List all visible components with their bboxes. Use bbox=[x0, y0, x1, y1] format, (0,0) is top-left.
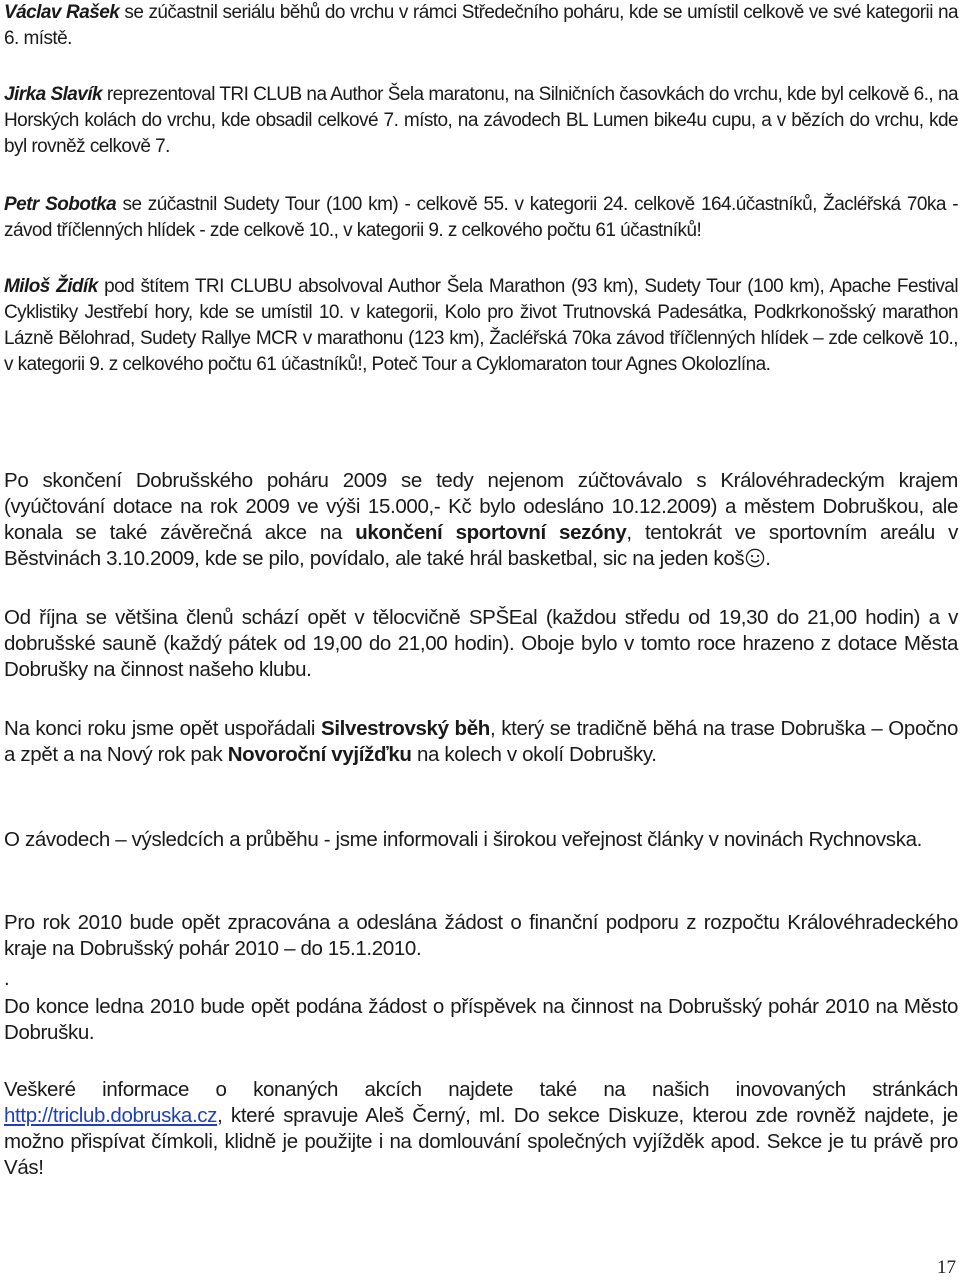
paragraph-grant-city bbox=[4, 994, 958, 1046]
paragraph-rasek bbox=[4, 0, 958, 52]
paragraph-media-text: O závodech – výsledcích a průběhu - jsme informovali i širokou veřejnost články v novinách Rychnovska. bbox=[4, 828, 922, 851]
paragraph-rasek-text: se zúčastnil seriálu běhů do vrchu v rámci Středečního poháru, kde se umístil celkově ve své kategorii na 6. místě. bbox=[4, 2, 958, 49]
paragraph-zidik-text: pod štítem TRI CLUBU absolvoval Author Šela Marathon (93 km), Sudety Tour (100 km), Apache Festival Cyklistiky Jestřebí hory, kde se umístil 10. v kategorii, Kolo pro život Trutnovská Padesátka, Podkrkonošský marathon Lázně Bělohrad, Sudety Rallye MCR v marathonu (123 km), Žacléřská 70ka závod tříčlenných hlídek – zde celkově 10., v kategorii 9. z celkového počtu 61 účastníků!, Poteč Tour a Cyklomaraton tour Agnes Okolozlína. bbox=[4, 276, 958, 375]
paragraph-website bbox=[4, 1077, 958, 1181]
paragraph-dot-text: . bbox=[4, 967, 10, 990]
paragraph-grant-city-text: Do konce ledna 2010 bude opět podána žádost o příspěvek na činnost na Dobrušský pohár 2010 na Město Dobrušku. bbox=[4, 995, 958, 1044]
athlete-name-rasek: Václav Rašek bbox=[4, 2, 120, 23]
paragraph-new-year-text-1: Na konci roku jsme opět uspořádali bbox=[4, 717, 321, 740]
paragraph-dot bbox=[4, 966, 958, 992]
paragraph-slavik-text: reprezentoval TRI CLUB na Author Šela maratonu, na Silničních časovkách do vrchu, kde byl celkově 6., na Horských kolách do vrchu, kde obsadil celkové 7. místo, na závodech BL Lumen bike4u cupu, a v bězích do vrchu, kde byl rovněž celkově 7. bbox=[4, 84, 959, 157]
paragraph-gym-sauna-text: Od října se většina členů schází opět v tělocvičně SPŠEal (každou středu od 19,30 do 21,00 hodin) a v dobrušské sauně (každý pátek od 19,00 do 21,00 hodin). Oboje bylo v tomto roce hrazeno z dotace Města Dobrušky na činnost našeho klubu. bbox=[4, 606, 958, 681]
paragraph-gym-sauna bbox=[4, 605, 958, 683]
paragraph-zidik bbox=[4, 274, 958, 378]
page-number: 17 bbox=[937, 1257, 956, 1278]
paragraph-grant-region-text: Pro rok 2010 bude opět zpracována a odeslána žádost o finanční podporu z rozpočtu Královéhradeckého kraje na Dobrušský pohár 2010 – do 15.1.2010. bbox=[4, 911, 958, 960]
paragraph-season-end-text-1: Po skončení Dobrušského poháru 2009 se tedy nejenom zúčtovávalo s Královéhradeckým krajem (vyúčtování dotace na rok 2009 ve výši 15.000,- Kč bylo odesláno 10.12.2009) a městem Dobruškou, ale konala se také závěrečná akce na bbox=[4, 469, 958, 544]
new-year-ride-highlight: Novoroční vyjížďku bbox=[227, 743, 412, 766]
paragraph-slavik bbox=[4, 82, 958, 160]
paragraph-grant-region bbox=[4, 910, 958, 962]
athlete-name-sobotka: Petr Sobotka bbox=[4, 194, 117, 215]
paragraph-sobotka-text: se zúčastnil Sudety Tour (100 km) - celkově 55. v kategorii 24. celkově 164.účastníků, Žacléřská 70ka - závod tříčlenných hlídek - zde celkově 10., v kategorii 9. z celkového počtu 61 účastníků! bbox=[4, 194, 958, 241]
paragraph-new-year-text-2: , který se tradičně běhá na trase Dobruška – Opočno a zpět a na Nový rok pak bbox=[4, 717, 959, 766]
paragraph-new-year bbox=[4, 716, 958, 768]
smiley-icon bbox=[745, 548, 765, 575]
season-end-highlight: ukončení sportovní sezóny bbox=[355, 521, 627, 544]
silvestr-run-highlight: Silvestrovský běh bbox=[321, 717, 490, 740]
paragraph-website-text-2: , které spravuje Aleš Černý, ml. Do sekce Diskuze, kterou zde rovněž najdete, je možno přispívat čímkoli, klidně je použijte i na domlouvání společných vyjížděk apod. Sekce je tu právě pro Vás! bbox=[4, 1104, 958, 1179]
paragraph-website-text-1: Veškeré informace o konaných akcích najdete také na našich inovovaných stránkách bbox=[4, 1078, 958, 1101]
paragraph-season-end bbox=[4, 468, 958, 575]
paragraph-season-end-text-3: . bbox=[765, 547, 771, 570]
paragraph-media bbox=[4, 827, 958, 853]
paragraph-sobotka bbox=[4, 192, 958, 244]
club-website-link[interactable]: http://triclub.dobruska.cz bbox=[4, 1104, 218, 1127]
paragraph-new-year-text-3: na kolech v okolí Dobrušky. bbox=[411, 743, 657, 766]
athlete-name-slavik: Jirka Slavík bbox=[4, 84, 103, 105]
athlete-name-zidik: Miloš Židík bbox=[4, 276, 98, 297]
paragraph-season-end-text-2: , tentokrát ve sportovním areálu v Běstvinách 3.10.2009, kde se pilo, povídalo, ale také hrál basketbal, sic na jeden koš bbox=[4, 521, 958, 570]
